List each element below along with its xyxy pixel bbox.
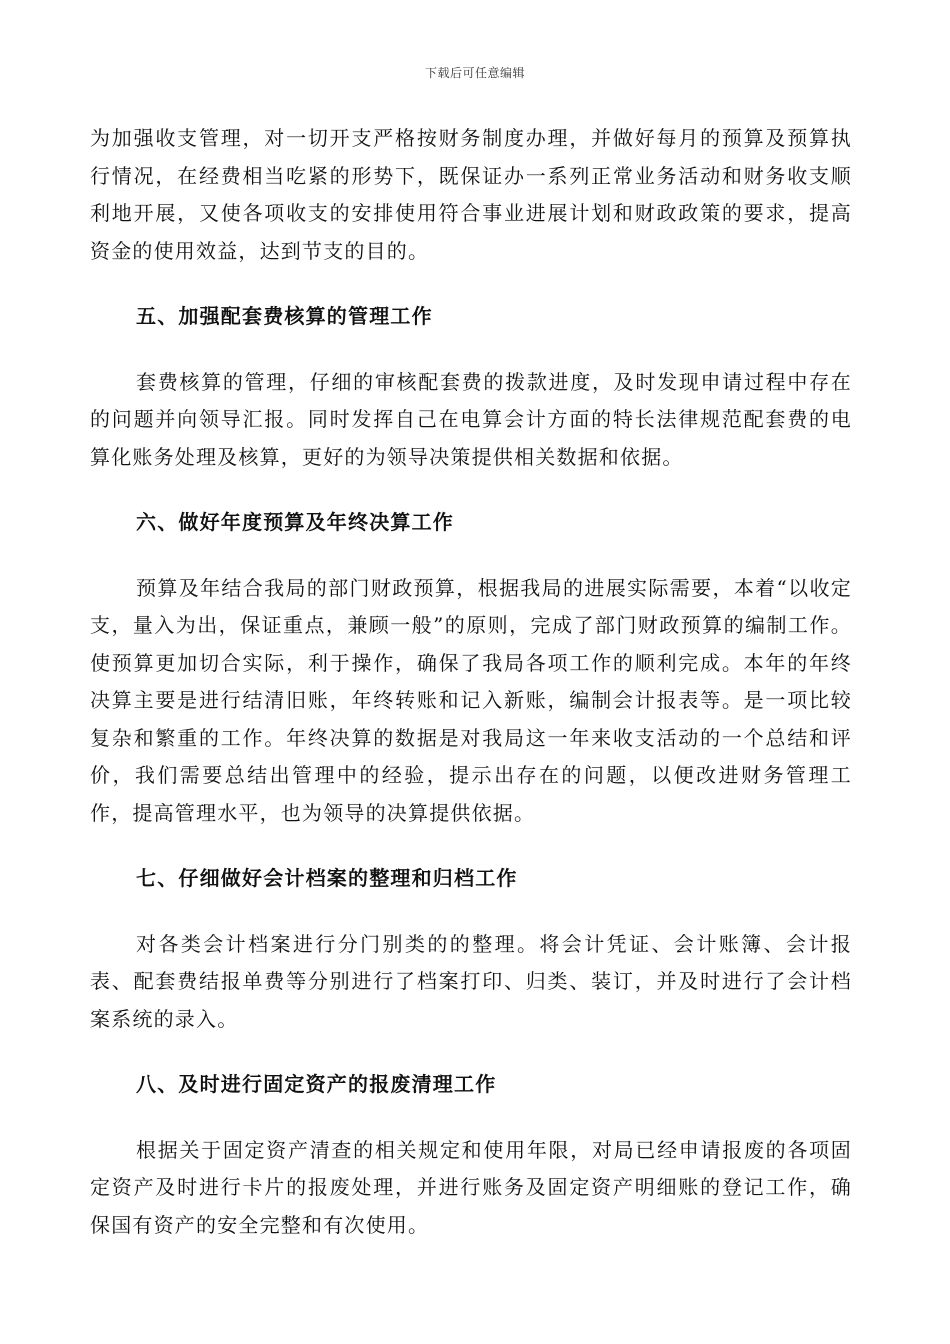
- paragraph-section-6: 预算及年结合我局的部门财政预算，根据我局的进展实际需要，本着“以收定支，量入为出，保证重点，兼顾一般”的原则，完成了部门财政预算的编制工作。使预算更加切合实际，利于操作，确保了我局各项工作的顺利完成。本年的年终决算主要是进行结清旧账，年终转账和记入新账，编制会计报表等。是一项比较复杂和繁重的工作。年终决算的数据是对我局这一年来收支活动的一个总结和评价，我们需要总结出管理中的经验，提示出存在的问题，以便改进财务管理工作，提高管理水平，也为领导的决算提供依据。: [90, 575, 852, 825]
- section-heading-6: 六、做好年度预算及年终决算工作: [136, 510, 454, 534]
- document-body: [90, 120, 852, 1244]
- paragraph-section-5: 套费核算的管理，仔细的审核配套费的拨款进度，及时发现申请过程中存在的问题并向领导汇报。同时发挥自己在电算会计方面的特长法律规范配套费的电算化账务处理及核算，更好的为领导决策提供相关数据和依据。: [90, 369, 852, 469]
- paragraph-budget-management: 为加强收支管理，对一切开支严格按财务制度办理，并做好每月的预算及预算执行情况，在经费相当吃紧的形势下，既保证办一系列正常业务活动和财务收支顺利地开展，又使各项收支的安排使用符合事业进展计划和财政政策的要求，提高资金的使用效益，达到节支的目的。: [90, 126, 852, 263]
- section-heading-5: 五、加强配套费核算的管理工作: [136, 304, 433, 328]
- paragraph-section-8: 根据关于固定资产清查的相关规定和使用年限，对局已经申请报废的各项固定资产及时进行卡片的报废处理，并进行账务及固定资产明细账的登记工作，确保国有资产的安全完整和有次使用。: [90, 1137, 852, 1237]
- section-heading-8: 八、及时进行固定资产的报废清理工作: [136, 1072, 497, 1096]
- paragraph-section-7: 对各类会计档案进行分门别类的的整理。将会计凭证、会计账簿、会计报表、配套费结报单费等分别进行了档案打印、归类、装订，并及时进行了会计档案系统的录入。: [90, 931, 852, 1031]
- page-header-note: 下载后可任意编辑: [424, 66, 525, 80]
- section-heading-7: 七、仔细做好会计档案的整理和归档工作: [136, 866, 518, 890]
